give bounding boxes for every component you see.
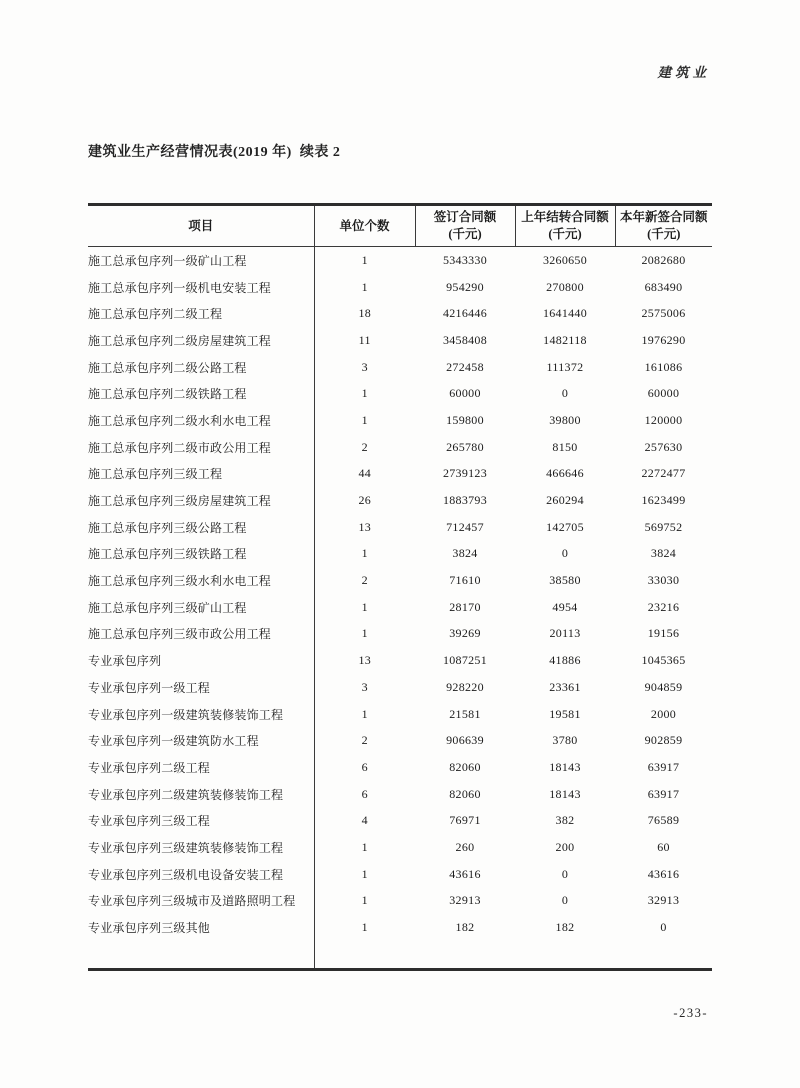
row-label-cell: 专业承包序列三级其他 <box>88 914 314 941</box>
row-label-cell: 专业承包序列一级工程 <box>88 674 314 701</box>
signed-amount-cell: 71610 <box>449 573 481 588</box>
signed-amount-cell: 2739123 <box>442 466 488 481</box>
signed-amount-cell: 265780 <box>446 439 484 454</box>
signed-amount-cell: 60000 <box>449 386 481 401</box>
new-signed-amount-cell: 904859 <box>644 679 683 694</box>
unit-count-cell: 2 <box>361 439 368 454</box>
table-row <box>88 541 712 568</box>
unit-count-cell: 1 <box>361 412 368 427</box>
signed-amount-cell: 3458408 <box>442 332 488 347</box>
carryover-amount-cell: 8150 <box>552 439 578 454</box>
new-signed-amount-cell: 120000 <box>644 412 683 427</box>
table-row <box>88 754 712 781</box>
row-label-cell: 施工总承包序列三级铁路工程 <box>88 541 314 568</box>
signed-amount-cell: 4216446 <box>442 306 488 321</box>
col-header-project-label: 项目 <box>188 218 214 233</box>
table-row <box>88 861 712 888</box>
carryover-amount-cell: 1482118 <box>543 332 587 347</box>
carryover-amount-cell: 20113 <box>549 626 581 641</box>
unit-count-cell: 44 <box>358 466 372 481</box>
col-header-new-signed-label: 本年新签合同额 <box>619 210 708 225</box>
table-row <box>88 407 712 434</box>
new-signed-amount-cell: 1623499 <box>641 493 686 508</box>
new-signed-amount-cell: 63917 <box>647 759 680 774</box>
unit-count-cell: 1 <box>361 626 368 641</box>
row-label-cell: 施工总承包序列三级水利水电工程 <box>88 567 314 594</box>
table-row <box>88 647 712 674</box>
unit-count-cell: 1 <box>361 279 368 294</box>
signed-amount-cell: 906639 <box>446 733 484 748</box>
carryover-amount-cell: 466646 <box>546 466 584 481</box>
row-label-cell: 专业承包序列一级建筑装修装饰工程 <box>88 701 314 728</box>
signed-amount-cell: 928220 <box>446 679 484 694</box>
row-label-cell: 施工总承包序列二级市政公用工程 <box>88 434 314 461</box>
carryover-amount-cell: 0 <box>561 893 569 908</box>
carryover-amount-cell: 0 <box>561 386 569 401</box>
row-label-cell: 施工总承包序列三级矿山工程 <box>88 594 314 621</box>
table-row <box>88 514 712 541</box>
carryover-amount-cell: 4954 <box>552 599 578 614</box>
row-label-cell: 施工总承包序列三级工程 <box>88 461 314 488</box>
row-label-cell: 施工总承包序列一级机电安装工程 <box>88 274 314 301</box>
unit-count-cell: 3 <box>361 679 368 694</box>
unit-count-cell: 6 <box>361 759 368 774</box>
col-header-carryover-unit: (千元) <box>548 227 582 241</box>
new-signed-amount-cell: 161086 <box>644 359 683 374</box>
carryover-amount-cell: 23361 <box>549 679 581 694</box>
row-label-cell: 专业承包序列二级建筑装修装饰工程 <box>88 781 314 808</box>
unit-count-cell: 18 <box>358 306 372 321</box>
carryover-amount-cell: 19581 <box>549 706 581 721</box>
new-signed-amount-cell: 902859 <box>644 733 683 748</box>
spacer-row <box>88 941 712 969</box>
row-label-cell: 施工总承包序列二级工程 <box>88 300 314 327</box>
table-body <box>88 247 712 970</box>
signed-amount-cell: 82060 <box>449 786 481 801</box>
carryover-amount-cell: 18143 <box>549 786 581 801</box>
row-label-cell: 施工总承包序列一级矿山工程 <box>88 247 314 274</box>
signed-amount-cell: 954290 <box>446 279 484 294</box>
new-signed-amount-cell: 23216 <box>647 599 680 614</box>
signed-amount-cell: 1087251 <box>442 653 488 668</box>
signed-amount-cell: 260 <box>455 839 475 854</box>
carryover-amount-cell: 38580 <box>549 573 581 588</box>
table-row <box>88 674 712 701</box>
page-number: -233- <box>673 1006 708 1020</box>
new-signed-amount-cell: 2272477 <box>641 466 686 481</box>
col-header-project <box>88 205 314 247</box>
spacer-label-cell <box>88 941 314 969</box>
new-signed-amount-cell: 19156 <box>647 626 680 641</box>
carryover-amount-cell: 0 <box>561 866 569 881</box>
table-row <box>88 914 712 941</box>
col-header-new-signed-contract-amount <box>615 205 712 247</box>
unit-count-cell: 6 <box>361 786 368 801</box>
row-label-cell: 专业承包序列 <box>88 647 314 674</box>
row-label-cell: 施工总承包序列二级水利水电工程 <box>88 407 314 434</box>
unit-count-cell: 1 <box>361 546 368 561</box>
table-row <box>88 888 712 915</box>
signed-amount-cell: 712457 <box>446 519 484 534</box>
carryover-amount-cell: 41886 <box>549 653 581 668</box>
row-label-cell: 施工总承包序列三级公路工程 <box>88 514 314 541</box>
table-row <box>88 380 712 407</box>
new-signed-amount-cell: 2082680 <box>641 252 686 267</box>
signed-amount-cell: 76971 <box>449 813 481 828</box>
unit-count-cell: 13 <box>358 653 372 668</box>
row-label-cell: 专业承包序列三级工程 <box>88 807 314 834</box>
unit-count-cell: 1 <box>361 706 368 721</box>
carryover-amount-cell: 111372 <box>546 359 584 374</box>
page-title: 建筑业生产经营情况表(2019 年) 续表 2 <box>88 145 341 160</box>
col-header-signed-unit: (千元) <box>448 227 482 241</box>
row-label-cell: 专业承包序列二级工程 <box>88 754 314 781</box>
row-label-cell: 施工总承包序列三级市政公用工程 <box>88 621 314 648</box>
col-header-unit-count-label: 单位个数 <box>339 218 390 233</box>
unit-count-cell: 2 <box>361 573 368 588</box>
signed-amount-cell: 272458 <box>446 359 484 374</box>
row-label-cell: 施工总承包序列三级房屋建筑工程 <box>88 487 314 514</box>
carryover-amount-cell: 3260650 <box>542 252 588 267</box>
signed-amount-cell: 159800 <box>446 412 484 427</box>
col-header-signed-label: 签订合同额 <box>433 210 497 225</box>
unit-count-cell: 3 <box>361 359 368 374</box>
new-signed-amount-cell: 1045365 <box>641 653 686 668</box>
col-header-unit-count <box>314 205 415 247</box>
carryover-amount-cell: 0 <box>561 546 569 561</box>
new-signed-amount-cell: 63917 <box>647 786 680 801</box>
table-row <box>88 354 712 381</box>
carryover-amount-cell: 3780 <box>552 733 578 748</box>
new-signed-amount-cell: 43616 <box>647 866 680 881</box>
new-signed-amount-cell: 2000 <box>650 706 677 721</box>
new-signed-amount-cell: 60000 <box>647 386 680 401</box>
unit-count-cell: 1 <box>361 893 368 908</box>
spacer-cell <box>314 941 712 969</box>
table-row <box>88 434 712 461</box>
signed-amount-cell: 5343330 <box>442 252 488 267</box>
unit-count-cell: 1 <box>361 839 368 854</box>
new-signed-amount-cell: 1976290 <box>641 332 686 347</box>
row-label-cell: 专业承包序列三级建筑装修装饰工程 <box>88 834 314 861</box>
running-header: 建筑业 <box>657 65 710 80</box>
unit-count-cell: 1 <box>361 386 368 401</box>
new-signed-amount-cell: 3824 <box>650 546 677 561</box>
new-signed-amount-cell: 0 <box>660 920 667 935</box>
new-signed-amount-cell: 569752 <box>644 519 683 534</box>
new-signed-amount-cell: 76589 <box>647 813 680 828</box>
table-row <box>88 300 712 327</box>
row-label-cell: 施工总承包序列二级房屋建筑工程 <box>88 327 314 354</box>
row-label-cell: 专业承包序列一级建筑防水工程 <box>88 727 314 754</box>
carryover-amount-cell: 142705 <box>546 519 584 534</box>
unit-count-cell: 1 <box>361 866 368 881</box>
col-header-signed-contract-amount <box>415 205 515 247</box>
signed-amount-cell: 182 <box>455 920 475 935</box>
row-label-cell: 施工总承包序列二级公路工程 <box>88 354 314 381</box>
table-row <box>88 594 712 621</box>
unit-count-cell: 2 <box>361 733 368 748</box>
new-signed-amount-cell: 683490 <box>644 279 683 294</box>
data-table <box>88 203 712 971</box>
signed-amount-cell: 39269 <box>449 626 481 641</box>
signed-amount-cell: 3824 <box>452 546 478 561</box>
unit-count-cell: 11 <box>358 332 371 347</box>
signed-amount-cell: 1883793 <box>442 493 488 508</box>
new-signed-amount-cell: 60 <box>657 839 670 854</box>
new-signed-amount-cell: 32913 <box>647 893 680 908</box>
carryover-amount-cell: 200 <box>555 839 575 854</box>
col-header-carryover-label: 上年结转合同额 <box>521 210 609 225</box>
carryover-amount-cell: 270800 <box>546 279 584 294</box>
table-row <box>88 834 712 861</box>
table-row <box>88 781 712 808</box>
table-row <box>88 487 712 514</box>
unit-count-cell: 1 <box>361 920 368 935</box>
new-signed-amount-cell: 33030 <box>647 573 680 588</box>
unit-count-cell: 4 <box>361 813 368 828</box>
table-row <box>88 621 712 648</box>
new-signed-amount-cell: 257630 <box>644 439 683 454</box>
unit-count-cell: 26 <box>358 493 372 508</box>
signed-amount-cell: 28170 <box>449 599 481 614</box>
signed-amount-cell: 32913 <box>449 893 481 908</box>
table-row <box>88 567 712 594</box>
row-label-cell: 专业承包序列三级机电设备安装工程 <box>88 861 314 888</box>
table-row <box>88 727 712 754</box>
col-header-new-signed-unit: (千元) <box>647 227 681 241</box>
row-label-cell: 施工总承包序列二级铁路工程 <box>88 380 314 407</box>
carryover-amount-cell: 39800 <box>549 412 581 427</box>
row-label-cell: 专业承包序列三级城市及道路照明工程 <box>88 888 314 915</box>
table-row <box>88 274 712 301</box>
carryover-amount-cell: 182 <box>555 920 575 935</box>
signed-amount-cell: 82060 <box>449 759 481 774</box>
unit-count-cell: 1 <box>361 252 368 267</box>
carryover-amount-cell: 382 <box>555 813 575 828</box>
carryover-amount-cell: 18143 <box>549 759 581 774</box>
unit-count-cell: 1 <box>361 599 368 614</box>
table-row <box>88 807 712 834</box>
table-row <box>88 461 712 488</box>
table-row <box>88 327 712 354</box>
signed-amount-cell: 21581 <box>449 706 481 721</box>
signed-amount-cell: 43616 <box>449 866 481 881</box>
new-signed-amount-cell: 2575006 <box>641 306 686 321</box>
carryover-amount-cell: 260294 <box>546 493 584 508</box>
table-row <box>88 247 712 274</box>
table-header-row <box>88 205 712 247</box>
table-row <box>88 701 712 728</box>
unit-count-cell: 13 <box>358 519 372 534</box>
col-header-carryover-contract-amount <box>515 205 615 247</box>
carryover-amount-cell: 1641440 <box>542 306 588 321</box>
